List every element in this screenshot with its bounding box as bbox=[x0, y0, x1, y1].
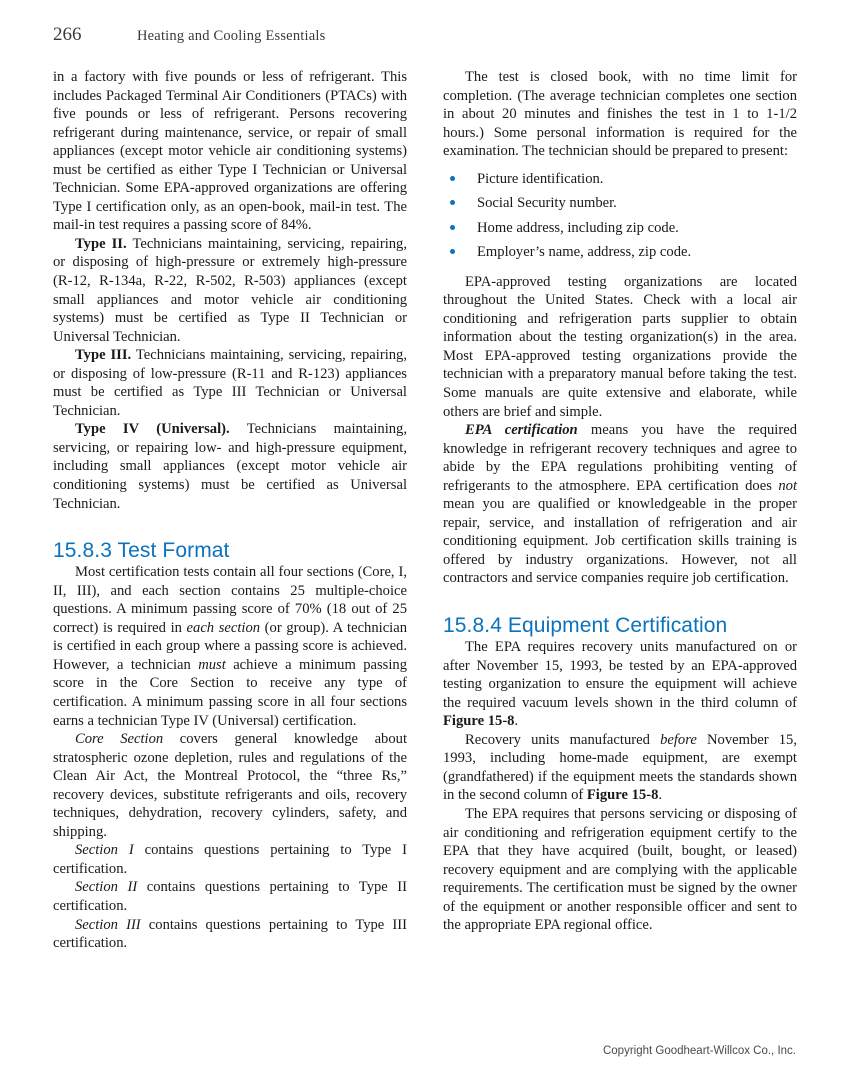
right-column bbox=[443, 68, 797, 1028]
paragraph-section-2 bbox=[53, 878, 407, 915]
heading-15-8-3: 15.8.3 Test Format bbox=[53, 539, 230, 563]
paragraph-equipment-2 bbox=[443, 731, 797, 805]
list-item bbox=[443, 240, 797, 265]
not-italic: not bbox=[778, 477, 797, 494]
section-3-italic: Section III bbox=[75, 916, 141, 933]
page-number: 266 bbox=[53, 24, 82, 45]
section-2-text: contains questions pertaining to Type II certification. bbox=[53, 879, 407, 914]
figure-reference: Figure 15-8 bbox=[443, 713, 515, 730]
type-4-label: Type IV (Universal). bbox=[75, 421, 230, 438]
core-section-italic: Core Section bbox=[75, 731, 164, 748]
figure-reference: Figure 15-8 bbox=[586, 787, 659, 804]
type-4-text: Technicians maintaining, servicing, or repairing low- and high-pressure equipment, including small appliances (except motor vehicle air conditioning systems) must be certified as Universal Technician. bbox=[53, 421, 407, 512]
paragraph-epa-certification bbox=[443, 421, 797, 588]
section-2-italic: Section II bbox=[75, 879, 138, 896]
paragraph-type-3 bbox=[53, 346, 407, 420]
list-item-label: Employer’s name, address, zip code. bbox=[477, 244, 692, 261]
paragraph-test-intro: The test is closed book, with no time limit for completion. (The average technician completes one section in about 20 minutes and finishes the test in 1 to 1-1/2 hours.) Some personal information is required for the examination. The technician should be prepared to present: bbox=[443, 69, 797, 160]
type-2-text: Technicians maintaining, servicing, repairing, or disposing of high-pressure or extremely high-pressure (R-12, R-134a, R-22, R-502, R-503) appliances (except small appliances and motor vehicle air conditioning systems) must be certified as Type II Technician or Universal Technician. bbox=[53, 235, 408, 345]
equipment-1-text-b: . bbox=[514, 713, 519, 730]
list-item-label: Social Security number. bbox=[477, 195, 617, 212]
type-3-text: Technicians maintaining, servicing, repairing, or disposing of low-pressure (R-11 and R-123) appliances must be certified as Type III Technician or Universal Technician. bbox=[53, 347, 407, 419]
equipment-2-text-b: November 15, 1993, including home-made equipment, are exempt (grandfathered) if the equipment meets the standards shown in the second column of bbox=[443, 731, 798, 804]
before-italic: before bbox=[660, 731, 697, 748]
bullet-dot-icon bbox=[450, 200, 455, 205]
paragraph-test-format bbox=[53, 563, 407, 730]
list-item-label: Picture identification. bbox=[477, 170, 604, 187]
equipment-2-text-c: . bbox=[658, 787, 663, 804]
test-format-text-a: Most certification tests contain all four sections (Core, I, II, III), and each section contains 25 multiple-choice questions. A minimum passing score of 70% (18 out of 25 correct) is required in bbox=[53, 564, 407, 636]
bullet-dot-icon bbox=[450, 176, 455, 181]
test-format-text-b: (or group). A technician is certified in each group where a passing score is achieved. However, a technician bbox=[53, 619, 407, 673]
heading-15-8-4: 15.8.4 Equipment Certification bbox=[443, 614, 728, 638]
left-column bbox=[53, 68, 407, 1028]
epa-certification-text-b: mean you are qualified or knowledgeable in the proper repair, service, and installation of refrigeration and air conditioning equipment. Job certification skills training is offered by industry organizations. However, not all contractors and service companies require job certification. bbox=[443, 496, 797, 587]
type-3-label: Type III. bbox=[75, 347, 132, 364]
type-2-label: Type II. bbox=[75, 235, 127, 252]
bullet-dot-icon bbox=[450, 249, 455, 254]
equipment-1-text-a: The EPA requires recovery units manufactured on or after November 15, 1993, be tested by an EPA-approved testing organization to ensure the equipment will achieve the required vacuum levels shown in the third column of bbox=[443, 639, 797, 711]
paragraph-equipment-1 bbox=[443, 638, 797, 731]
epa-certification-text-a: means you have the required knowledge in refrigerant recovery techniques and agree to abide by the EPA regulations prohibiting venting of refrigerants to the atmosphere. EPA certification does bbox=[443, 422, 797, 494]
list-item bbox=[443, 191, 797, 216]
copyright-notice: Copyright Goodheart-Willcox Co., Inc. bbox=[602, 1045, 796, 1057]
paragraph-continued: in a factory with five pounds or less of refrigerant. This includes Packaged Terminal Air Conditioners (PTACs) with five pounds or less of refrigerant. Persons recovering refrigerant during maintenance, service, or repair of small appliances (except motor vehicle air conditioning systems) must be certified as either Type I Technician or Universal Technician. Some EPA-approved organizations are offering Type I certification only, as an open-book, mail-in test. The mail-in test requires a passing score of 84%. bbox=[53, 69, 407, 234]
section-1-text: contains questions pertaining to Type I certification. bbox=[53, 842, 407, 877]
test-format-text-c: achieve a minimum passing score in the Core Section to receive any type of certification. A minimum passing score in all four sections earns a technician Type IV (Universal) certification. bbox=[53, 656, 408, 729]
section-3-text: contains questions pertaining to Type III certification. bbox=[53, 916, 407, 952]
paragraph-section-1 bbox=[53, 841, 407, 878]
book-title: Heating and Cooling Essentials bbox=[137, 28, 326, 44]
list-item-label: Home address, including zip code. bbox=[477, 219, 679, 236]
two-column-body bbox=[53, 68, 797, 1028]
list-item bbox=[443, 216, 797, 241]
paragraph-type-2 bbox=[53, 235, 407, 346]
paragraph-epa-organizations: EPA-approved testing organizations are located throughout the United States. Check with a local air conditioning and refrigeration parts supplier to obtain information about the testing organization(s) in the area. Most EPA-approved testing organizations provide the technician with a preparatory manual before taking the test. Some manuals are quite extensive and elaborate, while others are brief and simple. bbox=[443, 273, 797, 420]
equipment-2-text-a: Recovery units manufactured bbox=[465, 731, 661, 748]
each-section-italic: each section bbox=[186, 619, 261, 636]
section-1-italic: Section I bbox=[75, 842, 134, 859]
paragraph-core-section bbox=[53, 730, 407, 841]
paragraph-type-4 bbox=[53, 420, 407, 513]
list-item bbox=[443, 167, 797, 192]
bullet-dot-icon bbox=[450, 225, 455, 230]
must-italic: must bbox=[198, 656, 226, 673]
core-section-text: covers general knowledge about stratospheric ozone depletion, rules and regulations of the Clean Air Act, the Montreal Protocol, the “three Rs,” recovery devices, substitute refrigerants and oils, recovery techniques, dehydration, recovery cylinders, safety, and shipping. bbox=[53, 731, 408, 840]
paragraph-section-3 bbox=[53, 916, 407, 953]
required-documents-list bbox=[443, 167, 797, 265]
paragraph-equipment-3: The EPA requires that persons servicing or disposing of air conditioning and refrigeration equipment certify to the EPA that they have acquired (built, bought, or leased) recovery equipment and are complying with the applicable requirements. The certification must be signed by the owner of the equipment or another responsible officer and sent to the appropriate EPA regional office. bbox=[443, 805, 797, 934]
epa-certification-term: EPA certification bbox=[465, 422, 578, 439]
running-head bbox=[53, 24, 793, 46]
